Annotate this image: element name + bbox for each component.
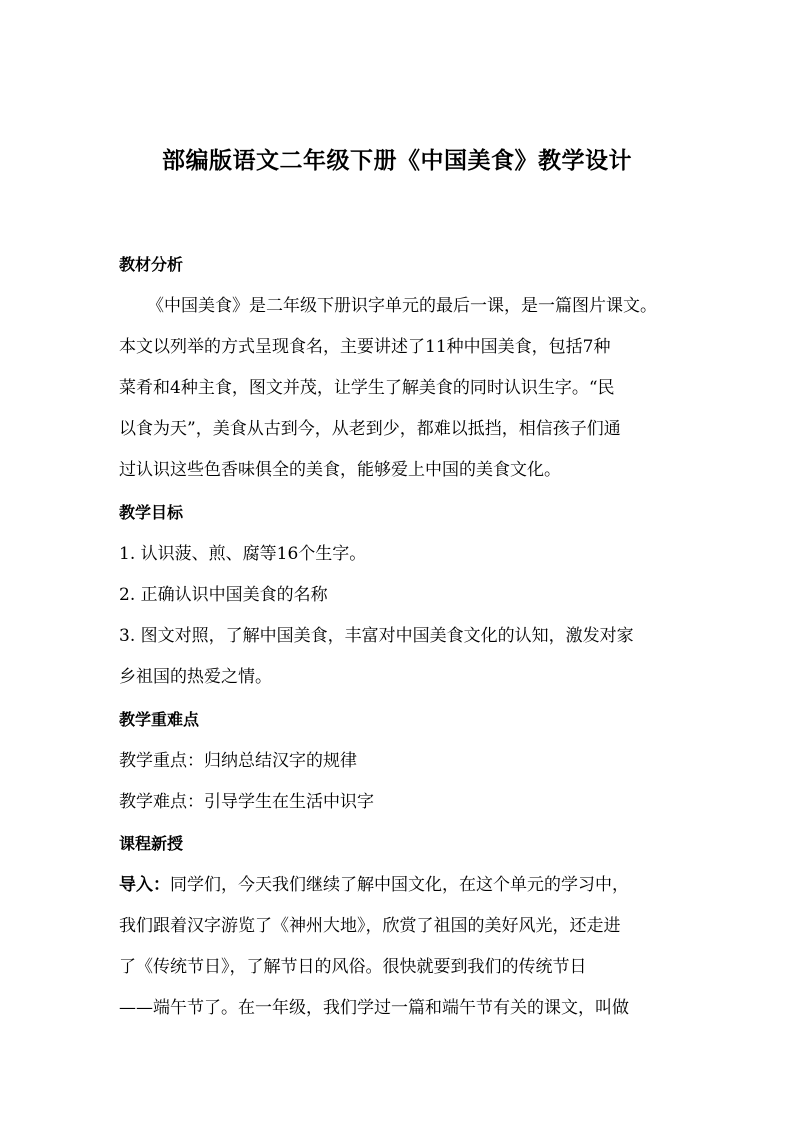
difficulty-line: 教学难点：引导学生在生活中识字: [119, 792, 374, 812]
paragraph-line: 以食为天”，美食从古到今，从老到少，都难以抵挡，相信孩子们通: [119, 419, 621, 439]
list-item: 3. 图文对照，了解中国美食，丰富对中国美食文化的认知，激发对家: [119, 626, 634, 646]
section-heading-key-points: 教学重难点: [119, 710, 200, 729]
list-item: 2. 正确认识中国美食的名称: [119, 585, 328, 605]
list-item-continued: 乡祖国的热爱之情。: [119, 667, 272, 687]
paragraph-line: ——端午节了。在一年级，我们学过一篇和端午节有关的课文，叫做: [119, 998, 629, 1018]
intro-label: 导入：: [119, 875, 170, 895]
paragraph-line: 菜肴和4种主食，图文并茂，让学生了解美食的同时认识生字。“民: [119, 378, 615, 398]
section-heading-goals: 教学目标: [119, 503, 184, 522]
section-heading-analysis: 教材分析: [119, 255, 184, 274]
list-item: 1. 认识菠、煎、腐等16个生字。: [119, 544, 367, 564]
section-heading-lesson: 课程新授: [119, 834, 184, 853]
key-point-line: 教学重点：归纳总结汉字的规律: [119, 751, 357, 771]
paragraph-line: 了《传统节日》，了解节日的风俗。很快就要到我们的传统节日: [119, 957, 587, 977]
paragraph-line: 《中国美食》是二年级下册识字单元的最后一课，是一篇图片课文。: [147, 296, 657, 316]
intro-text: 同学们，今天我们继续了解中国文化，在这个单元的学习中，: [170, 875, 629, 895]
document-title: 部编版语文二年级下册《中国美食》教学设计: [162, 148, 632, 174]
paragraph-line: 本文以列举的方式呈现食名，主要讲述了11种中国美食，包括7种: [119, 337, 611, 357]
intro-line: [119, 874, 629, 896]
paragraph-line: 我们跟着汉字游览了《神州大地》，欣赏了祖国的美好风光，还走进: [119, 916, 621, 936]
paragraph-line: 过认识这些色香味俱全的美食，能够爱上中国的美食文化。: [119, 460, 561, 480]
